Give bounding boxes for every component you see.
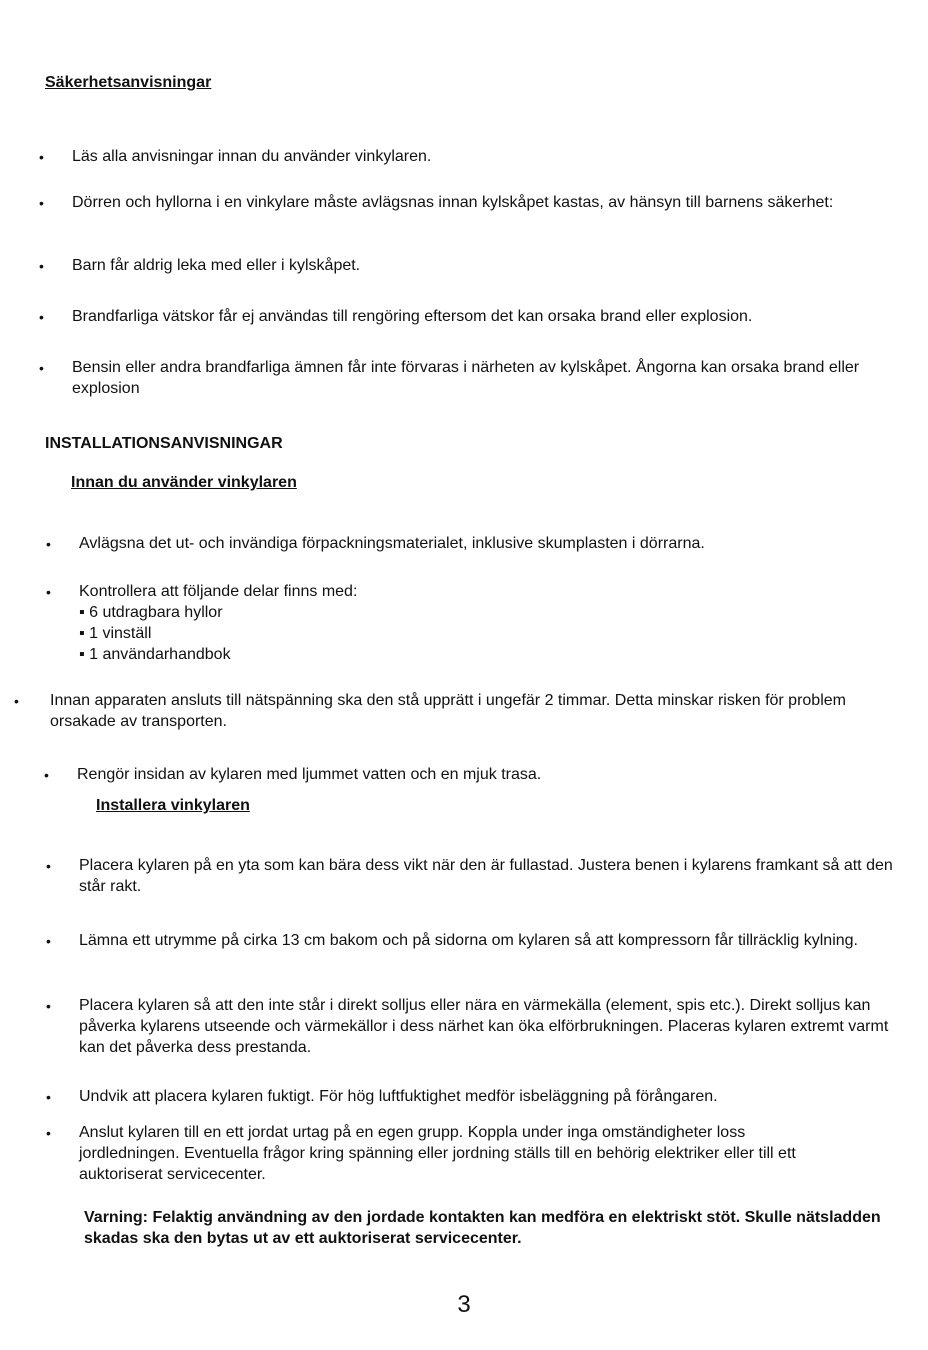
warning-text: Varning: Felaktig användning av den jordade kontakten kan medföra en elektriskt stöt. Skulle nätsladden skadas ska den bytas ut av ett auktoriserat servicecenter. (84, 1209, 881, 1247)
bullet: • (44, 767, 49, 783)
list-item: Placera kylaren på en yta som kan bära dess vikt när den är fullastad. Justera benen i kylarens framkant så att den står rakt. (79, 857, 893, 895)
bullet: • (46, 933, 51, 949)
bullet: • (39, 360, 44, 376)
list-item: Dörren och hyllorna i en vinkylare måste avlägsnas innan kylskåpet kastas, av hänsyn till barnens säkerhet: (72, 194, 834, 211)
list-item: Brandfarliga vätskor får ej användas till rengöring eftersom det kan orsaka brand eller explosion. (72, 308, 753, 325)
bullet: • (46, 998, 51, 1014)
list-item: Lämna ett utrymme på cirka 13 cm bakom och på sidorna om kylaren så att kompressorn får tillräcklig kylning. (79, 932, 858, 949)
bullet: • (14, 693, 19, 709)
bullet: • (46, 536, 51, 552)
bullet: • (39, 149, 44, 165)
section-heading-installation: INSTALLATIONSANVISNINGAR (45, 435, 283, 452)
parts-list-item: ▪ 6 utdragbara hyllor (79, 604, 223, 621)
subheading-install: Installera vinkylaren (96, 797, 250, 814)
subheading-before-use: Innan du använder vinkylaren (71, 474, 297, 491)
bullet: • (39, 258, 44, 274)
list-item: Avlägsna det ut- och invändiga förpackningsmaterialet, inklusive skumplasten i dörrarna. (79, 535, 705, 552)
bullet: • (46, 584, 51, 600)
section-heading-safety: Säkerhetsanvisningar (45, 74, 212, 91)
list-item: Placera kylaren så att den inte står i direkt solljus eller nära en värmekälla (element, spis etc.). Direkt solljus kan påverka kylarens utseende och värmekällor i dess närhet kan öka elförbrukningen. Placeras kylaren extremt varmt kan det påverka dess prestanda. (79, 997, 889, 1056)
list-item-text: Kontrollera att följande delar finns med: (79, 583, 358, 600)
list-item: Innan apparaten ansluts till nätspänning ska den stå upprätt i ungefär 2 timmar. Detta minskar risken för problem orsakade av transporten. (50, 692, 846, 730)
bullet: • (46, 858, 51, 874)
list-item: Rengör insidan av kylaren med ljummet vatten och en mjuk trasa. (77, 766, 542, 783)
list-item: Bensin eller andra brandfarliga ämnen får inte förvaras i närheten av kylskåpet. Ångorna kan orsaka brand eller explosion (72, 359, 860, 397)
bullet: • (46, 1089, 51, 1105)
bullet: • (39, 195, 44, 211)
bullet: • (39, 309, 44, 325)
list-item: Läs alla anvisningar innan du använder vinkylaren. (72, 148, 432, 165)
parts-list-item: ▪ 1 vinställ (79, 625, 152, 642)
bullet: • (46, 1125, 51, 1141)
list-item: Barn får aldrig leka med eller i kylskåpet. (72, 257, 361, 274)
page-number: 3 (457, 1291, 471, 1318)
parts-list-item: ▪ 1 användarhandbok (79, 646, 231, 663)
list-item: Anslut kylaren till en ett jordat urtag på en egen grupp. Koppla under inga omständigheter loss jordledningen. Eventuella frågor kring spänning eller jordning ställs till en behörig elektriker eller till ett auktoriserat servicecenter. (79, 1124, 796, 1183)
list-item-checklist (79, 581, 909, 665)
list-item: Undvik att placera kylaren fuktigt. För hög luftfuktighet medför isbeläggning på förångaren. (79, 1088, 718, 1105)
parts-list (79, 602, 909, 665)
